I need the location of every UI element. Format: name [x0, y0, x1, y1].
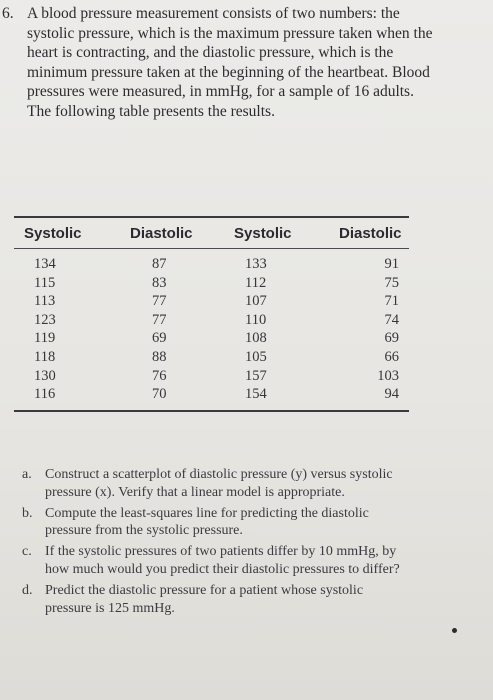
table-cell: 157: [245, 367, 267, 384]
problem-number: 6.: [2, 5, 14, 22]
table-row: [14, 329, 409, 348]
table-cell: 107: [245, 293, 267, 310]
table-cell: 70: [152, 386, 167, 403]
table-row: [14, 274, 409, 293]
problem-statement: [0, 4, 440, 122]
table-cell: 103: [377, 367, 399, 384]
question-label: a.: [22, 467, 32, 482]
table-cell: 123: [34, 311, 56, 328]
table-bottom-rule: [14, 410, 409, 412]
table-cell: 83: [152, 274, 167, 291]
question-text: Compute the least-squares line for predicting the diastolic pressure from the systolic pressure.: [45, 505, 369, 539]
table-cell: 113: [34, 293, 56, 310]
question-c: [22, 543, 412, 579]
table-row: [14, 385, 409, 404]
table-cell: 77: [152, 293, 167, 310]
blood-pressure-table: [14, 216, 409, 412]
header-systolic-2: Systolic: [234, 224, 292, 242]
table-cell: 75: [384, 274, 399, 291]
table-cell: 154: [245, 386, 267, 403]
table-cell: 105: [245, 348, 267, 365]
table-cell: 119: [34, 330, 56, 347]
question-d: [22, 582, 412, 618]
table-cell: 74: [384, 311, 399, 328]
header-diastolic-1: Diastolic: [130, 224, 193, 242]
table-cell: 91: [384, 256, 399, 272]
question-list: [22, 466, 412, 620]
problem-text: A blood pressure measurement consists of two numbers: the systolic pressure, which is the maximum pressure taken when the heart is contracting, and the diastolic pressure, which is the minimum pressure taken at the beginning of the heartbeat. Blood pressures were measured, in mmHg, for a sample of 16 adults. The following table presents the results.: [27, 5, 433, 120]
question-text: Predict the diastolic pressure for a patient whose systolic pressure is 125 mmHg.: [45, 582, 364, 616]
question-a: [22, 466, 412, 502]
table-cell: 110: [245, 311, 267, 328]
header-systolic-1: Systolic: [24, 224, 82, 242]
table-cell: 71: [384, 293, 399, 310]
header-diastolic-2: Diastolic: [339, 224, 402, 242]
question-label: d.: [22, 582, 33, 598]
question-label: b.: [22, 505, 33, 521]
stray-dot-mark: [452, 628, 457, 633]
table-cell: 130: [34, 367, 56, 384]
table-cell: 118: [34, 348, 56, 365]
question-text: If the systolic pressures of two patients differ by 10 mmHg, by how much would you predict their diastolic pressures to differ?: [45, 544, 400, 577]
table-header-row: [14, 218, 409, 248]
table-cell: 94: [384, 386, 399, 403]
table-cell: 77: [152, 311, 167, 328]
table-row: [14, 255, 409, 274]
table-cell: 69: [152, 330, 167, 347]
table-cell: 116: [34, 386, 56, 403]
question-text: Construct a scatterplot of diastolic pressure (y) versus systolic pressure (x). Verify that a linear model is appropriate.: [45, 467, 393, 500]
table-row: [14, 292, 409, 311]
table-cell: 76: [152, 367, 167, 384]
table-body: [14, 249, 409, 410]
table-cell: 66: [384, 348, 399, 365]
table-cell: 69: [384, 330, 399, 347]
table-cell: 134: [34, 256, 56, 272]
table-cell: 108: [245, 330, 267, 347]
table-cell: 87: [152, 256, 167, 272]
table-cell: 112: [245, 274, 267, 291]
table-cell: 88: [152, 348, 167, 365]
question-label: c.: [22, 544, 32, 560]
table-row: [14, 367, 409, 386]
table-cell: 133: [245, 256, 267, 272]
table-row: [14, 311, 409, 330]
table-cell: 115: [34, 274, 56, 291]
question-b: [22, 505, 412, 541]
table-row: [14, 348, 409, 367]
